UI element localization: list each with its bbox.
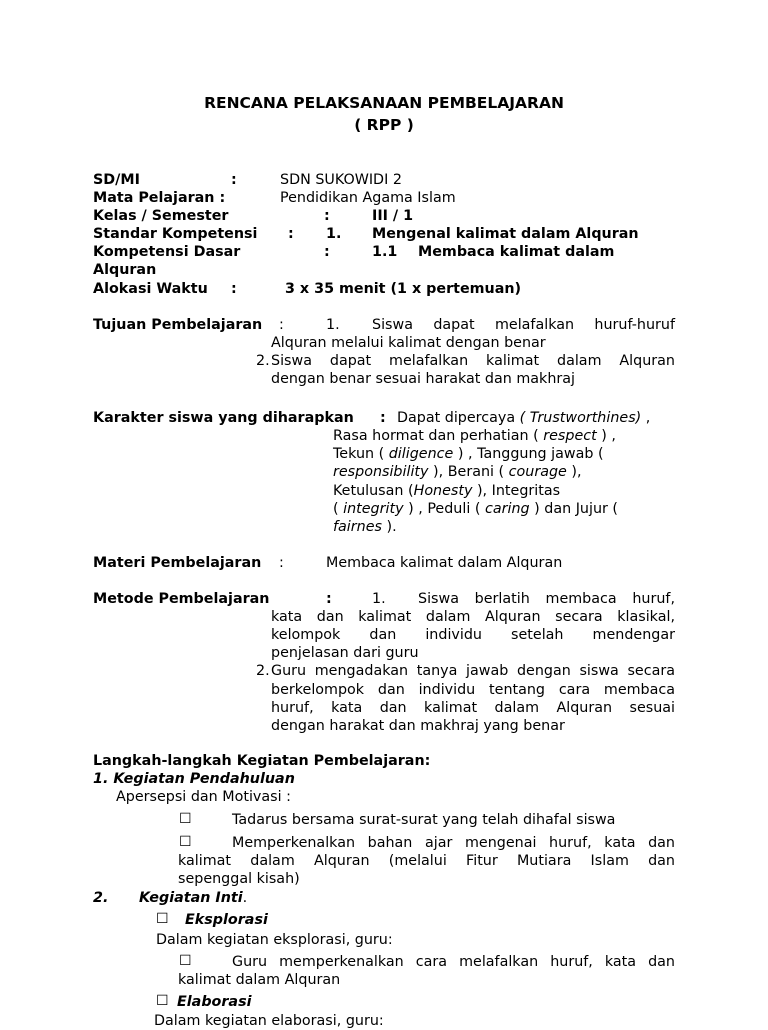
tujuan-item2-line1: Siswa dapat melafalkan kalimat dalam Alquran [271,353,675,369]
metode-colon: : [326,591,332,607]
karakter-text: ) , [596,428,616,444]
tujuan-item2-number: 2. [256,353,270,369]
karakter-line-3 [333,445,604,463]
metode-item2-line2: berkelompok dan individu tentang cara membaca [271,682,675,698]
metode-item2-number: 2. [256,663,270,679]
sdmi-colon: : [231,172,237,188]
karakter-text: ) , Peduli ( [403,501,485,517]
mapel-value: Pendidikan Agama Islam [280,190,456,206]
document-title: RENCANA PELAKSANAAN PEMBELAJARAN [204,94,564,112]
karakter-line-2 [333,427,616,445]
karakter-text: , [641,410,651,426]
metode-item2-line3: huruf, kata dan kalimat dalam Alquran sesuai [271,700,675,716]
karakter-term: courage [508,464,567,480]
karakter-text: ). [381,519,397,535]
sk-number: 1. [326,226,342,242]
metode-label: Metode Pembelajaran [93,591,270,607]
kegiatan-inti-heading [139,889,247,907]
materi-colon: : [279,555,284,571]
karakter-term: respect [543,428,597,444]
karakter-term: ( Trustworthines) [519,410,642,426]
mapel-label: Mata Pelajaran : [93,190,226,206]
sdmi-label: SD/MI [93,172,140,188]
checkbox-icon: ☐ [156,911,169,927]
apersepsi-label: Apersepsi dan Motivasi : [116,789,291,805]
waktu-colon: : [231,281,237,297]
langkah-heading: Langkah-langkah Kegiatan Pembelajaran: [93,753,431,769]
eksplorasi-point-1-line2: kalimat dalam Alquran [178,972,341,988]
kelas-colon: : [324,208,330,224]
tujuan-item1-line2: Alquran melalui kalimat dengan benar [271,335,546,351]
sk-colon: : [288,226,294,242]
sk-value: Mengenal kalimat dalam Alquran [372,226,639,242]
metode-item1-line3: kelompok dan individu setelah mendengar [271,627,675,643]
checkbox-icon: ☐ [179,953,192,969]
metode-item1-line4: penjelasan dari guru [271,645,419,661]
kd-number: 1.1 [372,244,398,260]
karakter-line-1 [397,409,650,427]
elaborasi-heading: Elaborasi [177,994,252,1010]
karakter-text: ( [333,501,344,517]
kegiatan-inti-label: Kegiatan Inti [139,890,243,906]
waktu-value: 3 x 35 menit (1 x pertemuan) [285,281,522,297]
karakter-term: fairnes [333,519,382,535]
tujuan-item1-line1: Siswa dapat melafalkan huruf-huruf [372,317,675,333]
karakter-term: diligence [388,446,454,462]
kd-colon: : [324,244,330,260]
kelas-label: Kelas / Semester [93,208,229,224]
kd-value: Membaca kalimat dalam [418,244,615,260]
tujuan-item2-line2: dengan benar sesuai harakat dan makhraj [271,371,576,387]
eksplorasi-intro: Dalam kegiatan eksplorasi, guru: [156,932,393,948]
sdmi-value: SDN SUKOWIDI 2 [280,172,402,188]
kd-value-continued: Alquran [93,262,157,278]
kegiatan-pendahuluan-heading: 1. Kegiatan Pendahuluan [93,771,295,787]
karakter-text: Ketulusan ( [333,483,414,499]
karakter-line-7 [333,518,397,536]
checkbox-icon: ☐ [179,834,192,850]
karakter-text: Tekun ( [333,446,389,462]
karakter-text: ), [566,464,582,480]
materi-label: Materi Pembelajaran [93,555,262,571]
checkbox-icon: ☐ [156,993,169,1009]
karakter-colon: : [380,410,386,426]
elaborasi-intro: Dalam kegiatan elaborasi, guru: [154,1013,384,1029]
checkbox-icon: ☐ [179,811,192,827]
karakter-term: Honesty [413,483,473,499]
document-subtitle: ( RPP ) [354,116,414,134]
sk-label: Standar Kompetensi [93,226,258,242]
metode-item2-line1: Guru mengadakan tanya jawab dengan siswa secara [271,663,675,679]
karakter-line-5 [333,482,560,500]
karakter-text: Rasa hormat dan perhatian ( [333,428,544,444]
karakter-term: integrity [343,501,404,517]
tujuan-label: Tujuan Pembelajaran [93,317,263,333]
metode-item1-number: 1. [372,591,386,607]
karakter-text: Dapat dipercaya [397,410,520,426]
karakter-text: ) , Tanggung jawab ( [453,446,604,462]
metode-item1-line1: Siswa berlatih membaca huruf, [418,591,675,607]
metode-item2-line4: dengan harakat dan makhraj yang benar [271,718,565,734]
pendahuluan-point-1: Tadarus bersama surat-surat yang telah dihafal siswa [232,812,616,828]
pendahuluan-point-2-line3: sepenggal kisah) [178,871,300,887]
tujuan-colon: : [279,317,284,333]
kegiatan-inti-dot: . [242,890,248,906]
karakter-term: caring [484,501,530,517]
karakter-text: ), Integritas [472,483,561,499]
karakter-text: ), Berani ( [428,464,509,480]
materi-value: Membaca kalimat dalam Alquran [326,555,563,571]
karakter-line-6 [333,500,618,518]
metode-item1-line2: kata dan kalimat dalam Alquran secara klasikal, [271,609,675,625]
kd-label: Kompetensi Dasar [93,244,241,260]
pendahuluan-point-2-line2: kalimat dalam Alquran (melalui Fitur Mutiara Islam dan [178,853,675,869]
kegiatan-inti-number: 2. [93,890,109,906]
karakter-term: responsibility [333,464,429,480]
karakter-line-4 [333,463,582,481]
karakter-label: Karakter siswa yang diharapkan [93,410,354,426]
eksplorasi-heading: Eksplorasi [185,912,268,928]
karakter-text: ) dan Jujur ( [529,501,619,517]
pendahuluan-point-2-line1: Memperkenalkan bahan ajar mengenai huruf, kata dan [232,835,675,851]
tujuan-item1-number: 1. [326,317,340,333]
eksplorasi-point-1-line1: Guru memperkenalkan cara melafalkan huruf, kata dan [232,954,675,970]
kelas-value: III / 1 [372,208,414,224]
waktu-label: Alokasi Waktu [93,281,208,297]
